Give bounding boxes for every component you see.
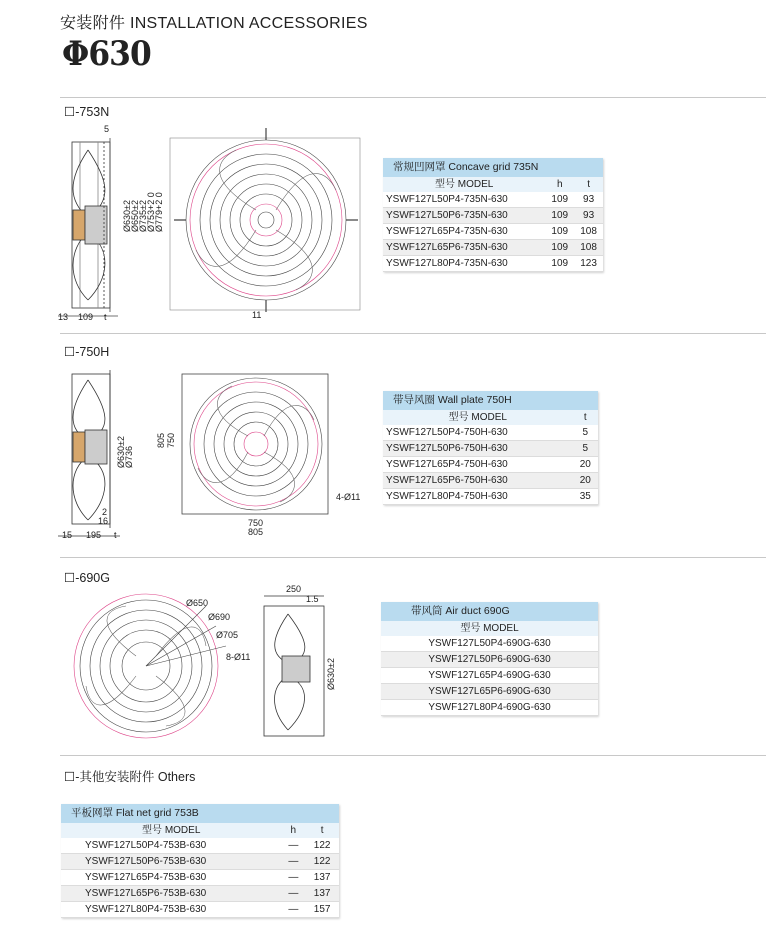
table-row: YSWF127L50P6-690G-630 bbox=[381, 652, 598, 668]
table-row: YSWF127L65P4-750H-630 20 bbox=[383, 457, 598, 473]
dim-label: 8-Ø11 bbox=[226, 652, 251, 662]
dim-label: 1.5 bbox=[306, 594, 319, 604]
dim-label: 16 bbox=[98, 516, 109, 526]
table-row: YSWF127L50P6-735N-630 109 93 bbox=[383, 208, 603, 224]
dim-label: 15 bbox=[62, 530, 73, 540]
dim-label: Ø630±2 bbox=[116, 436, 126, 468]
drawing-690g bbox=[58, 580, 358, 745]
section-label-753n: ☐-753N bbox=[64, 105, 110, 119]
table-row: YSWF127L80P4-690G-630 bbox=[381, 700, 598, 716]
section-label-others: ☐-其他安装附件 Others bbox=[64, 770, 196, 784]
dim-label: 805 bbox=[156, 432, 166, 448]
table-row: YSWF127L65P4-735N-630 109 108 bbox=[383, 224, 603, 240]
spec-table-750h: 带导风圈 Wall plate 750H 型号 MODEL t YSWF127L50P4-750H-630 5 YSWF127L50P6-750H-630 5 YSWF127L65P4-750H-630 20 YSWF127L65P6-750H-630 20 YSWF127L80P4-750H-630 35 bbox=[383, 391, 598, 505]
divider bbox=[60, 333, 766, 334]
dim-label: 750 bbox=[166, 432, 176, 448]
table-row: YSWF127L50P4-690G-630 bbox=[381, 636, 598, 652]
dim-label: 5 bbox=[104, 124, 110, 134]
table-row: YSWF127L50P4-735N-630 109 93 bbox=[383, 192, 603, 208]
size-heading: Φ630 bbox=[62, 34, 151, 74]
table-row: YSWF127L80P4-750H-630 35 bbox=[383, 489, 598, 505]
table-row: YSWF127L50P6-750H-630 5 bbox=[383, 441, 598, 457]
dim-label: Ø650 bbox=[186, 598, 209, 608]
table-row: YSWF127L50P6-753B-630 — 122 bbox=[61, 854, 339, 870]
divider bbox=[60, 97, 766, 98]
dim-label: 250 bbox=[286, 584, 302, 594]
page-title: 安装附件 INSTALLATION ACCESSORIES bbox=[60, 15, 368, 32]
drawing-750h bbox=[58, 360, 368, 545]
dim-label: Ø753+2 0 bbox=[146, 192, 156, 232]
dim-label: Ø735±2 bbox=[138, 200, 148, 232]
table-row: YSWF127L65P6-753B-630 — 137 bbox=[61, 886, 339, 902]
dim-label: Ø630±2 bbox=[326, 658, 336, 690]
dim-label: 4-Ø11 bbox=[336, 492, 361, 502]
divider bbox=[60, 755, 766, 756]
dim-label: 2 bbox=[102, 507, 108, 517]
drawing-753n bbox=[58, 120, 368, 325]
table-row: YSWF127L65P4-690G-630 bbox=[381, 668, 598, 684]
table-row: YSWF127L65P6-690G-630 bbox=[381, 684, 598, 700]
dim-label: 805 bbox=[248, 527, 264, 537]
dim-label: 13 bbox=[58, 312, 69, 322]
dim-label: Ø736 bbox=[124, 445, 134, 468]
dim-label: Ø650±2 bbox=[130, 200, 140, 232]
section-label-690g: ☐-690G bbox=[64, 571, 110, 585]
table-row: YSWF127L65P6-750H-630 20 bbox=[383, 473, 598, 489]
dim-label: Ø779+2 0 bbox=[154, 192, 164, 232]
table-row: YSWF127L80P4-753B-630 — 157 bbox=[61, 902, 339, 918]
table-row: YSWF127L50P4-750H-630 5 bbox=[383, 425, 598, 441]
table-row: YSWF127L65P4-753B-630 — 137 bbox=[61, 870, 339, 886]
dim-label: Ø690 bbox=[208, 612, 231, 622]
dim-label: 195 bbox=[86, 530, 102, 540]
dim-label: t bbox=[104, 312, 107, 322]
spec-table-690g: 带风筒 Air duct 690G 型号 MODEL YSWF127L50P4-690G-630 YSWF127L50P6-690G-630 YSWF127L65P4-690G-630 YSWF127L65P6-690G-630 YSWF127L80P4-690G-630 bbox=[381, 602, 598, 716]
dim-label: t bbox=[114, 530, 117, 540]
section-label-750h: ☐-750H bbox=[64, 345, 110, 359]
table-row: YSWF127L65P6-735N-630 109 108 bbox=[383, 240, 603, 256]
divider bbox=[60, 557, 766, 558]
dim-label: 109 bbox=[78, 312, 94, 322]
dim-label: 11 bbox=[252, 310, 262, 320]
dim-label: Ø705 bbox=[216, 630, 239, 640]
spec-table-753n: 常规凹网罩 Concave grid 735N 型号 MODEL h t YSWF127L50P4-735N-630 109 93 YSWF127L50P6-735N-630 109 93 YSWF127L65P4-735N-630 109 108 YSWF127L65P6-735N-630 109 108 YSWF127L80P4-735N-630 109 123 bbox=[383, 158, 603, 272]
table-row: YSWF127L80P4-735N-630 109 123 bbox=[383, 256, 603, 272]
spec-table-753b: 平板网罩 Flat net grid 753B 型号 MODEL h t YSWF127L50P4-753B-630 — 122 YSWF127L50P6-753B-630 — 122 YSWF127L65P4-753B-630 — 137 YSWF127L65P6-753B-630 — 137 YSWF127L80P4-753B-630 — 157 bbox=[61, 804, 339, 918]
dim-label: 750 bbox=[248, 518, 264, 528]
table-row: YSWF127L50P4-753B-630 — 122 bbox=[61, 838, 339, 854]
dim-label: Ø630±2 bbox=[122, 200, 132, 232]
